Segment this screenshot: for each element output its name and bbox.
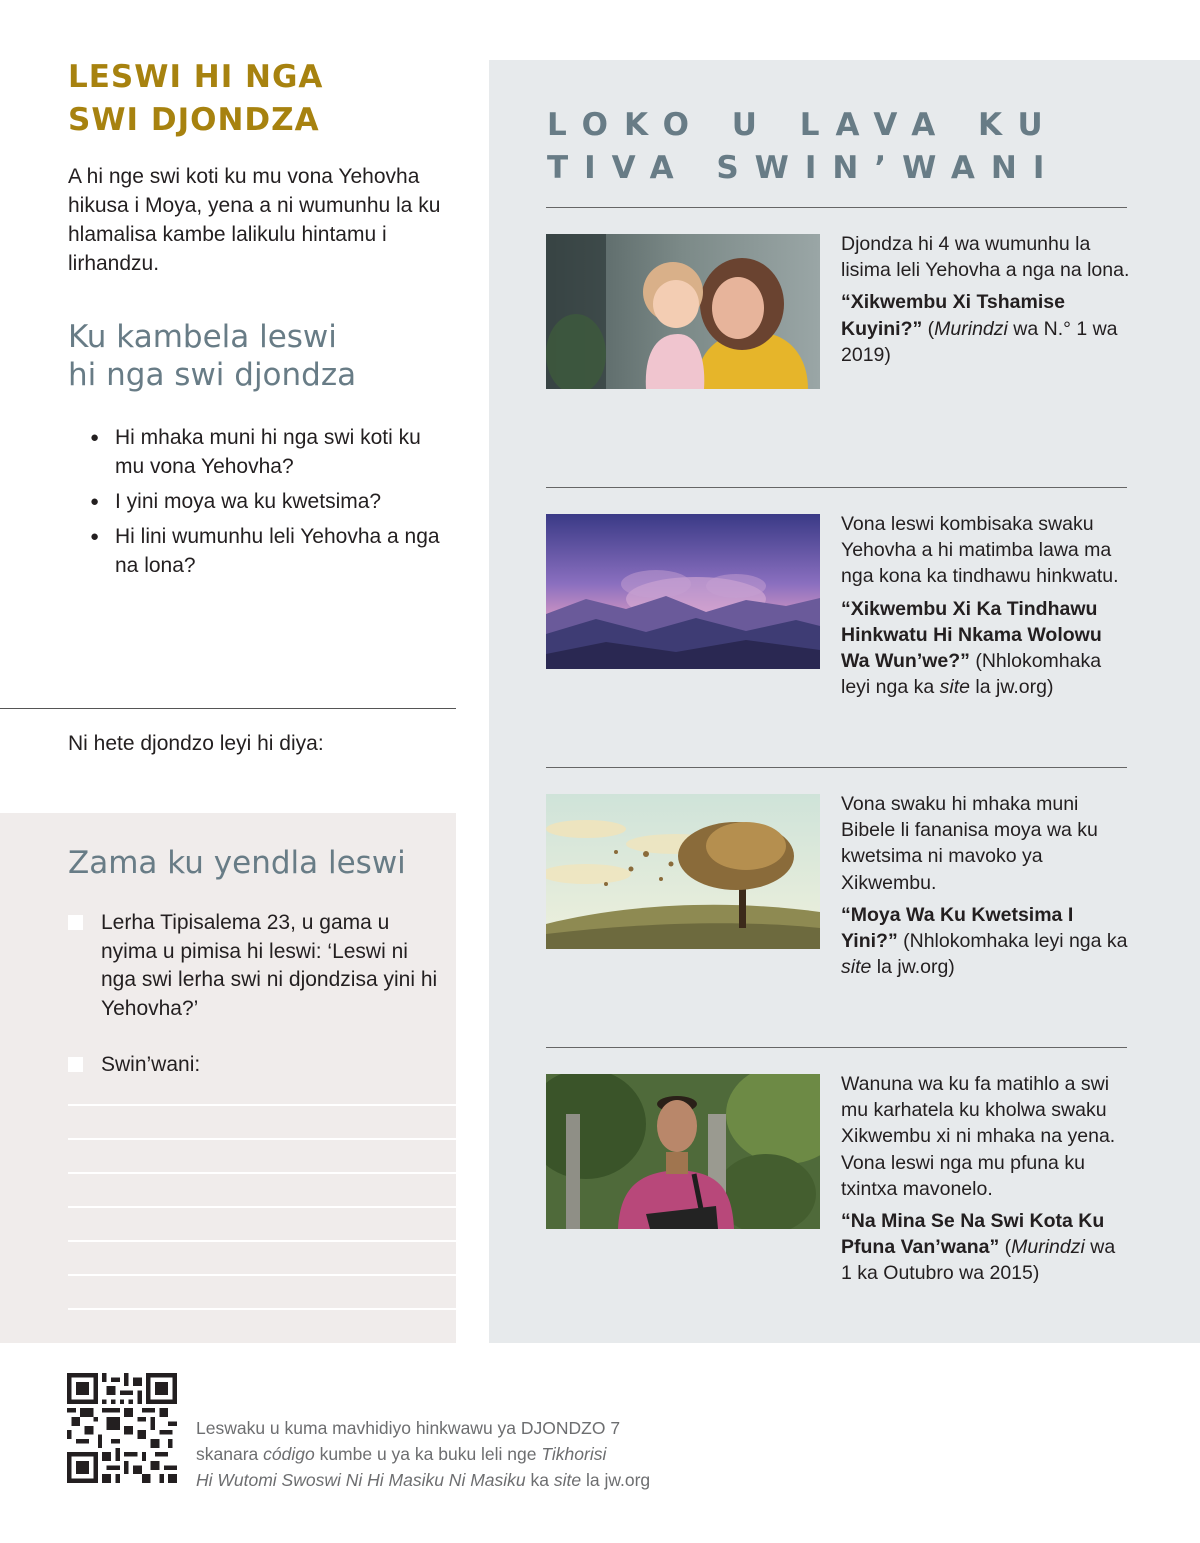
resource-title: “Moya Wa Ku Kwetsima I Yini?” [841,903,1074,953]
checkbox[interactable] [68,915,83,930]
divider [546,207,1127,208]
tree-in-wind-illustration[interactable] [546,794,820,949]
practice-item-text: Swin’wani: [101,1053,201,1076]
resource-title: “Xikwembu Xi Tshamise Kuyini?” [841,291,1065,340]
divider [0,708,456,709]
site-word: site [841,956,872,979]
writing-line[interactable] [68,1104,456,1106]
book-title: Tikhorisi [541,1444,607,1464]
qr-code-icon[interactable] [67,1373,177,1483]
resource-reference[interactable] [841,902,1131,981]
resource-item [841,1071,1131,1287]
resource-source: la jw.org) [970,676,1054,699]
mother-holding-baby-photo[interactable] [546,234,820,389]
completion-date-label: Ni hete djondzo leyi hi diya: [68,732,324,755]
practice-item [68,909,441,1023]
publication-name: Murindzi [1011,1236,1085,1259]
review-heading-line1: Ku kambela leswi [68,319,337,355]
review-heading [68,318,356,394]
resource-reference[interactable]: “Na Mina Se Na Swi Kota Ku Pfuna Van’wana” (Murindzi wa 1 ka Outubro wa 2015) [841,1210,1116,1285]
footer-text: ka [525,1470,554,1490]
divider [546,1047,1127,1048]
resource-title: “Xikwembu Xi Ka Tindhawu Hinkwatu Hi Nkama Wolowu Wa Wun’we?” [841,597,1102,673]
writing-line[interactable] [68,1138,456,1140]
resource-source: (Nhlokomhaka leyi nga ka [897,930,1128,953]
further-study-title [547,104,1060,190]
writing-line[interactable] [68,1308,456,1310]
site-word: site [939,676,971,699]
resource-item [841,511,1131,700]
resource-source: la jw.org) [871,956,955,979]
practice-item-text: Lerha Tipisalema 23, u gama u nyima u pimisa hi leswi: ‘Leswi ni nga swi lerha swi ni djondzisa yini hi Yehovha?’ [101,911,438,1020]
footer-text: skanara [196,1444,264,1464]
writing-line[interactable] [68,1206,456,1208]
resource-description: Djondza hi 4 wa wumunhu la lisima leli Yehovha a nga na lona. [841,233,1130,282]
further-study-title-line2: TIVA SWIN’WANI [547,150,1061,186]
resource-description: Wanuna wa ku fa matihlo a swi mu karhatela ku kholwa swaku Xikwembu xi ni mhaka na yena. Vona leswi nga mu pfuna ku txintxa mavonelo. [841,1073,1116,1200]
lesson-summary-text: A hi nge swi koti ku mu vona Yehovha hikusa i Moya, yena a ni wumunhu la ku hlamalisa kambe lalikulu hintamu i lirhandzu. [68,165,441,275]
writing-line[interactable] [68,1240,456,1242]
resource-reference[interactable]: “Xikwembu Xi Tshamise Kuyini?” (Murindzi wa N.° 1 wa 2019) [841,291,1118,366]
resource-item [841,791,1131,980]
further-study-title-line1: LOKO U LAVA KU [547,107,1059,143]
writing-line[interactable] [68,1274,456,1276]
resource-source: wa N.° 1 wa 2019) [841,317,1118,366]
sunrise-over-mountains-photo[interactable] [546,514,820,669]
review-heading-line2: hi nga swi djondza [68,357,357,393]
book-title: Hi Wutomi Swoswi Ni Hi Masiku Ni Masiku [196,1470,526,1490]
resource-description: Vona swaku hi mhaka muni Bibele li fananisa moya wa ku kwetsima ni mavoko ya Xikwembu. [841,793,1098,894]
publication-name: Murindzi [934,317,1008,340]
footer-text: la jw.org [581,1470,651,1490]
review-question: ● Hi lini wumunhu leli Yehovha a nga na lona? [88,522,448,580]
practice-item [68,1051,441,1080]
resource-reference[interactable] [841,596,1131,701]
checkbox[interactable] [68,1057,83,1072]
review-question: ● I yini moya wa ku kwetsima? [88,487,448,516]
footer-text: código [263,1444,315,1464]
footer-line1: Leswaku u kuma mavhidiyo hinkwawu ya DJONDZO 7 [196,1418,621,1438]
review-questions-list [88,423,448,586]
lesson-summary-title-line1: LESWI HI NGA [68,59,324,95]
lesson-summary-title [68,56,323,142]
resource-description: Vona leswi kombisaka swaku Yehovha a hi matimba lawa ma nga kona ka tindhawu hinkwatu. [841,513,1119,588]
writing-line[interactable] [68,1172,456,1174]
resource-source: wa 1 ka Outubro wa 2015) [841,1236,1116,1285]
footer-note [196,1415,650,1493]
lesson-summary-title-line2: SWI DJONDZA [68,102,320,138]
review-question: ● Hi mhaka muni hi nga swi koti ku mu vona Yehovha? [88,423,448,481]
resource-title: “Na Mina Se Na Swi Kota Ku Pfuna Van’wana” [841,1210,1105,1259]
young-man-portrait-photo[interactable] [546,1074,820,1229]
divider [546,487,1127,488]
footer-text: kumbe u ya ka buku leli nge [314,1444,542,1464]
divider [546,767,1127,768]
resource-item [841,231,1131,368]
site-word: site [553,1470,582,1490]
practice-heading: Zama ku yendla leswi [68,845,406,881]
resource-source: (Nhlokomhaka leyi nga ka [841,650,1102,699]
